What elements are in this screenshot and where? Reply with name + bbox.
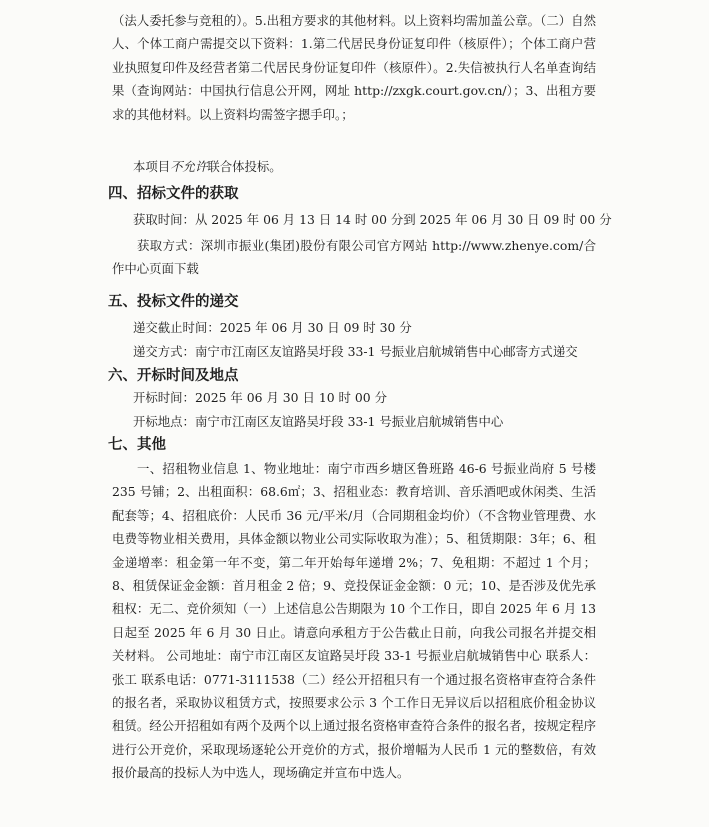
section-7-title: 七、其他 xyxy=(108,437,166,453)
acquire-time: 获取时间：从 2025 年 06 月 13 日 14 时 00 分到 2025 年 06 月 30 日 09 时 00 分 xyxy=(133,212,612,227)
materials-paragraph: （法人委托参与竞租的）。5.出租方要求的其他材料。以上资料均需加盖公章。（二）自然人、个体工商户需提交以下资料：1.第二代居民身份证复印件（核原件）；个体工商户营业执照复印件及经营者第二代居民身份证复印件（核原件）。2.失信被执行人名单查询结果（查询网站：中国执行信息公开网，网址 http://zxgk.court.gov.cn/）；3、出租方要求的其他材料。以上资料均需签字摁手印。； xyxy=(112,13,596,122)
joint-bid-emphasis: 不允许 xyxy=(170,159,208,174)
section-6-title: 六、开标时间及地点 xyxy=(108,368,239,384)
submit-method: 递交方式：南宁市江南区友谊路吴圩段 33-1 号振业启航城销售中心邮寄方式递交 xyxy=(133,344,578,359)
section-4-title: 四、招标文件的获取 xyxy=(108,186,239,202)
section-5-title: 五、投标文件的递交 xyxy=(108,294,239,310)
joint-bid-note xyxy=(133,157,282,177)
joint-bid-before: 本项目 xyxy=(133,159,171,174)
joint-bid-after: 联合体投标。 xyxy=(207,159,282,174)
submit-deadline: 递交截止时间：2025 年 06 月 30 日 09 时 30 分 xyxy=(133,320,412,335)
opening-place: 开标地点：南宁市江南区友谊路吴圩段 33-1 号振业启航城销售中心 xyxy=(133,414,504,429)
acquire-method: 获取方式：深圳市振业(集团)股份有限公司官方网站 http://www.zhenye.com/合作中心页面下载 xyxy=(112,238,596,277)
opening-time: 开标时间：2025 年 06 月 30 日 10 时 00 分 xyxy=(133,390,387,405)
other-info-paragraph: 一、招租物业信息 1、物业地址：南宁市西乡塘区鲁班路 46-6 号振业尚府 5 号楼 235 号铺；2、出租面积：68.6㎡；3、招租业态：教育培训、音乐酒吧或休闲类、生活配套等；4、招租底价：人民币 36 元/平米/月（合同期租金均价）（不含物业管理费、水电费等物业相关费用，具体金额以物业公司实际收取为准）；5、租赁期限：3年；6、租金递增率：租金第一年不变，第二年开始每年递增 2%；7、免租期：不超过 1 个月；8、租赁保证金金额：首月租金 2 倍；9、竞投保证金金额：0 元；10、是否涉及优先承租权：无二、竞价须知（一）上述信息公告期限为 10 个工作日，即自 2025 年 6 月 13 日起至 2025 年 6 月 30 日止。请意向承租方于公告截止日前，向我公司报名并提交相关材料。 公司地址：南宁市江南区友谊路吴圩段 33-1 号振业启航城销售中心 联系人：张工 联系电话：0771-3111538（二）经公开招租只有一个通过报名资格审查符合条件的报名者，采取协议租赁方式，按照要求公示 3 个工作日无异议后以招租底价租金协议租赁。经公开招租如有两个及两个以上通过报名资格审查符合条件的报名者，按规定程序进行公开竞价，采取现场逐轮公开竞价的方式，报价增幅为人民币 1 元的整数倍，有效报价最高的投标人为中选人，现场确定并宣布中选人。 xyxy=(112,461,596,781)
